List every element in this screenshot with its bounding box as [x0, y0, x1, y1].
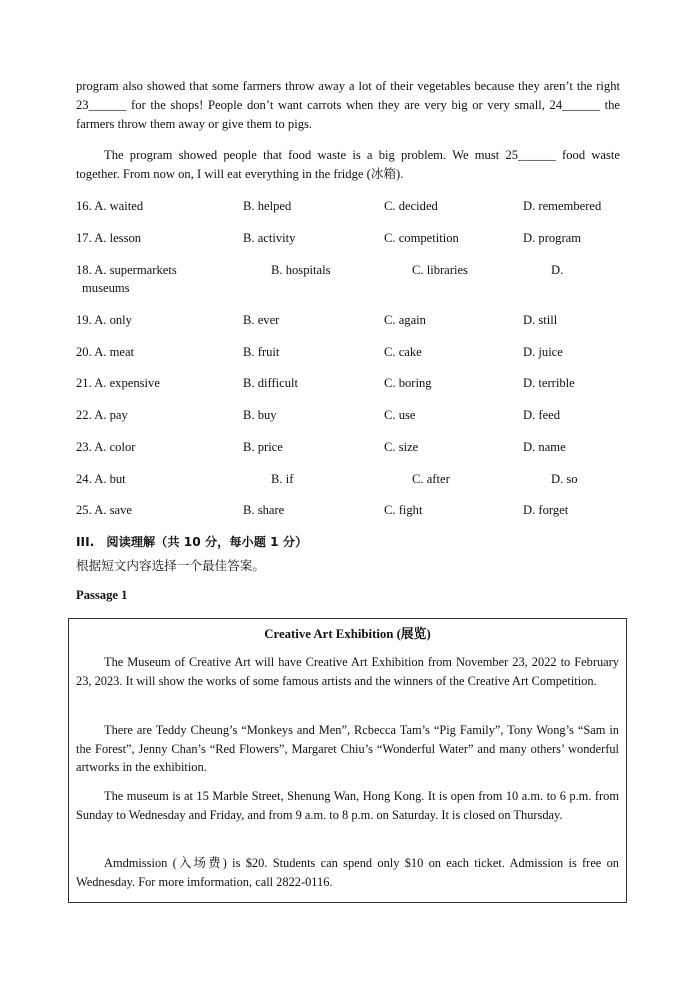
intro-paragraph-2: The program showed people that food waste is a big problem. We must 25______ food waste together. From now on, I will eat everything in the fridge (冰箱). [76, 148, 620, 181]
option-a: 20. A. meat [76, 345, 135, 359]
option-b: B. activity [243, 231, 296, 245]
option-a: 22. A. pay [76, 408, 128, 422]
passage-paragraph-2: There are Teddy Cheung’s “Monkeys and Men”, Rcbecca Tam’s “Pig Family”, Tony Wong’s “Sam in the Forest”, Jenny Chan’s “Red Flowers”, Margaret Chiu’s “Wonderful Water” and many others’ wonderful artworks in the exhibition. [76, 723, 619, 774]
option-b: B. if [271, 472, 294, 486]
option-b: B. fruit [243, 345, 280, 359]
option-d: D. name [523, 440, 566, 454]
option-b: B. share [243, 503, 285, 517]
question-row-19 [76, 310, 636, 330]
option-a: 19. A. only [76, 313, 132, 327]
question-row-21 [76, 373, 636, 393]
section-heading: III. 阅读理解（共 10 分，每小题 1 分） [76, 535, 308, 549]
option-d: D. remembered [523, 199, 602, 213]
passage-paragraph-1: The Museum of Creative Art will have Creative Art Exhibition from November 23, 2022 to February 23, 2023. It will show the works of some famous artists and the winners of the Creative Art Competition. [76, 655, 619, 688]
option-b: B. ever [243, 313, 280, 327]
option-c: C. decided [384, 199, 438, 213]
option-c: C. libraries [412, 263, 468, 277]
option-b: B. price [243, 440, 283, 454]
question-row-17 [76, 228, 636, 248]
option-d: D. still [523, 313, 558, 327]
option-c: C. size [384, 440, 419, 454]
option-a: 17. A. lesson [76, 231, 142, 245]
option-a: 16. A. waited [76, 199, 144, 213]
passage-paragraph-3: The museum is at 15 Marble Street, Shenung Wan, Hong Kong. It is open from 10 a.m. to 6 p.m. from Sunday to Wednesday and Friday, and from 9 a.m. to 8 p.m. on Saturday. It is closed on Thursday. [76, 789, 619, 822]
option-b: B. buy [243, 408, 277, 422]
option-c: C. use [384, 408, 416, 422]
option-b: B. difficult [243, 376, 299, 390]
question-row-18 [76, 260, 636, 280]
option-d: D. terrible [523, 376, 575, 390]
option-a: 24. A. but [76, 472, 126, 486]
option-a: 23. A. color [76, 440, 136, 454]
question-row-16 [76, 196, 636, 216]
passage-label: Passage 1 [76, 588, 128, 602]
option-c: C. competition [384, 231, 459, 245]
passage-paragraph-4: Amdmission (入场费) is $20. Students can spend only $10 on each ticket. Admission is free on Wednesday. For more imformation, call 2822-0116. [76, 856, 619, 889]
option-d-continued: museums [82, 281, 130, 295]
section-instruction: 根据短文内容选择一个最佳答案。 [76, 558, 265, 573]
passage-title: Creative Art Exhibition (展览) [264, 627, 431, 641]
option-a: 25. A. save [76, 503, 132, 517]
question-row-23 [76, 437, 636, 457]
option-a: 18. A. supermarkets [76, 263, 177, 277]
option-b: B. hospitals [271, 263, 331, 277]
option-c: C. boring [384, 376, 432, 390]
option-d: D. forget [523, 503, 569, 517]
option-c: C. after [412, 472, 450, 486]
option-d: D. so [551, 472, 578, 486]
option-d: D. juice [523, 345, 563, 359]
option-d: D. program [523, 231, 582, 245]
option-c: C. fight [384, 503, 423, 517]
question-row-20 [76, 342, 636, 362]
question-row-22 [76, 405, 636, 425]
option-c: C. again [384, 313, 426, 327]
question-row-24 [76, 469, 636, 489]
option-d: D. [551, 263, 564, 277]
option-c: C. cake [384, 345, 422, 359]
option-d: D. feed [523, 408, 561, 422]
question-row-18-continued [76, 278, 636, 298]
option-b: B. helped [243, 199, 292, 213]
question-row-25 [76, 500, 636, 520]
option-a: 21. A. expensive [76, 376, 160, 390]
intro-paragraph-1: program also showed that some farmers throw away a lot of their vegetables because they aren’t the right 23______ for the shops! People don’t want carrots when they are very big or very small, 24______ the farmers throw them away or give them to pigs. [76, 79, 620, 131]
passage-box [68, 618, 627, 903]
